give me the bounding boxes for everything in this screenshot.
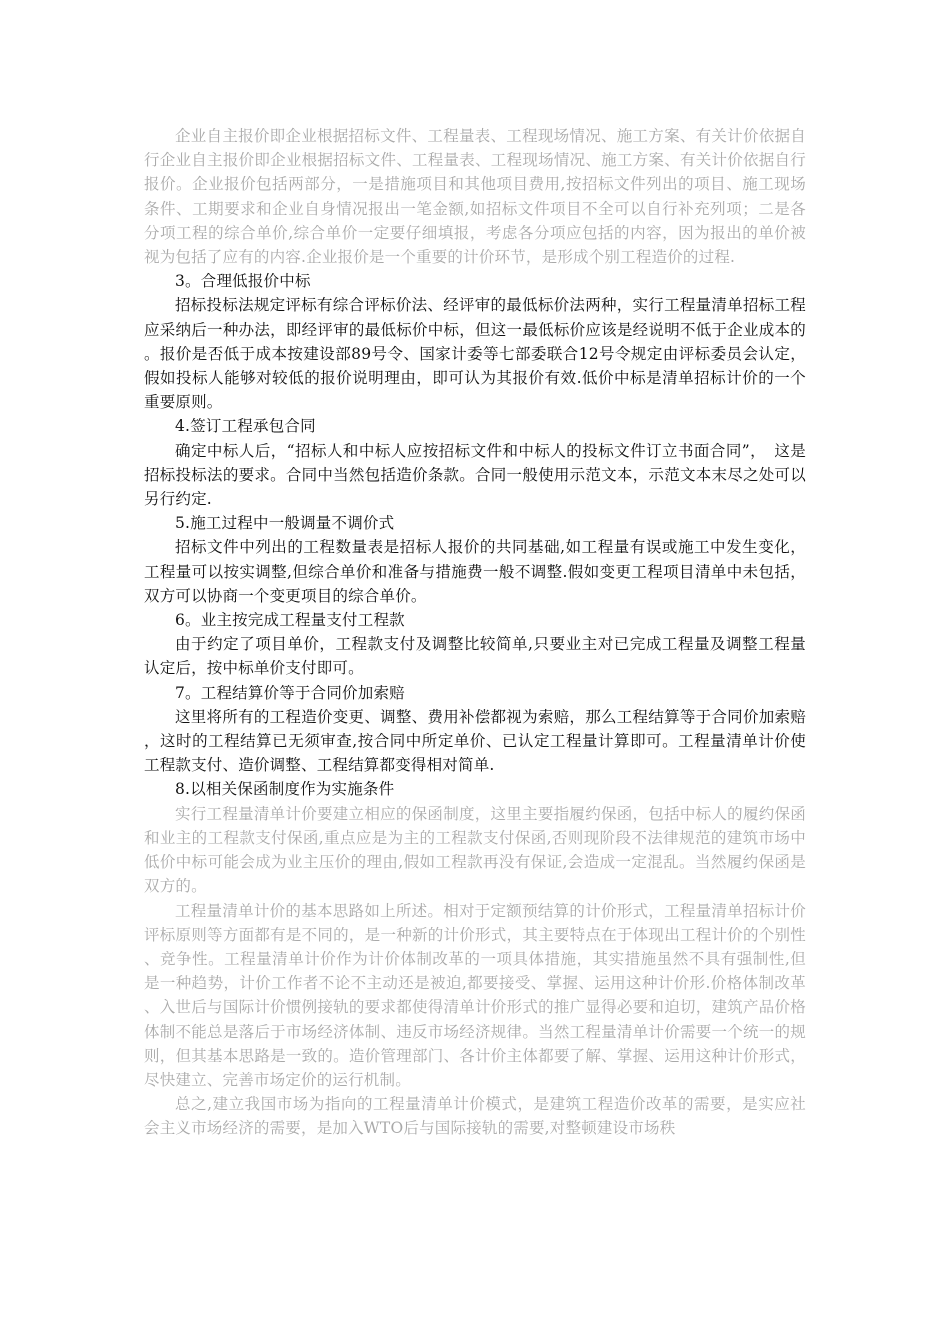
heading-sign-contract: 4.签订工程承包合同 xyxy=(175,417,316,436)
paragraph-adjust-quantity: 招标文件中列出的工程数量表是招标人报价的共同基础,如工程量有误或施工中发生变化，工程量可以按实调整,但综合单价和准备与措施费一般不调整.假如变更工程项目清单中未包括，双方可以协商一个变更项目的综合单价。 xyxy=(144,538,806,605)
paragraph-enterprise-quote: 企业自主报价即企业根据招标文件、工程量表、工程现场情况、施工方案、有关计价依据自行企业自主报价即企业根据招标文件、工程量表、工程现场情况、施工方案、有关计价依据自行报价。企业报价包括两部分，一是措施项目和其他项目费用,按招标文件列出的项目、施工现场条件、工期要求和企业自身情况报出一笔金额,如招标文件项目不全可以自行补充列项；二是各分项工程的综合单价,综合单价一定要仔细填报，考虑各分项应包括的内容，因为报出的单价被视为包括了应有的内容.企业报价是一个重要的计价环节，是形成个别工程造价的过程. xyxy=(144,127,806,267)
paragraph-basic-idea: 工程量清单计价的基本思路如上所述。相对于定额预结算的计价形式，工程量清单招标计价评标原则等方面都有是不同的，是一种新的计价形式，其主要特点在于体现出工程计价的个别性、竞争性。工程量清单计价作为计价体制改革的一项具体措施，其实措施虽然不具有强制性,但是一种趋势，计价工作者不论不主动还是被迫,都要接受、掌握、运用这种计价形.价格体制改革、入世后与国际计价惯例接轨的要求都使得清单计价形式的推广显得必要和迫切，建筑产品价格体制不能总是落后于市场经济体制、违反市场经济规律。当然工程量清单计价需要一个统一的规则，但其基本思路是一致的。造价管理部门、各计价主体都要了解、掌握、运用这种计价形式，尽快建立、完善市场定价的运行机制。 xyxy=(144,901,806,1089)
paragraph-payment: 由于约定了项目单价，工程款支付及调整比较简单,只要业主对已完成工程量及调整工程量认定后，按中标单价支付即可。 xyxy=(144,635,806,678)
heading-adjust-quantity: 5.施工过程中一般调量不调价式 xyxy=(175,514,395,533)
paragraph-low-bid: 招标投标法规定评标有综合评标价法、经评审的最低标价法两种，实行工程量清单招标工程应采纳后一种办法，即经评审的最低标价中标，但这一最低标价应该是经说明不低于企业成本的。报价是否低于成本按建设部89号令、国家计委等七部委联合12号令规定由评标委员会认定，假如投标人能够对较低的报价说明理由，即可认为其报价有效.低价中标是清单招标计价的一个重要原则。 xyxy=(144,296,806,412)
document-body xyxy=(144,124,806,1141)
heading-guarantee: 8.以相关保函制度作为实施条件 xyxy=(175,780,395,799)
paragraph-settlement: 这里将所有的工程造价变更、调整、费用补偿都视为索赔，那么工程结算等于合同价加索赔，这时的工程结算已无须审查,按合同中所定单价、已认定工程量计算即可。工程量清单计价使工程款支付、造价调整、工程结算都变得相对简单. xyxy=(144,707,806,775)
heading-low-bid: 3。合理低报价中标 xyxy=(175,272,311,291)
heading-settlement: 7。工程结算价等于合同价加索赔 xyxy=(175,683,405,702)
heading-payment: 6。业主按完成工程量支付工程款 xyxy=(175,611,405,630)
paragraph-sign-contract: 确定中标人后，“招标人和中标人应按招标文件和中标人的投标文件订立书面合同”， 这是招标投标法的要求。合同中当然包括造价条款。合同一般使用示范文本，示范文本末尽之处可以另行约定. xyxy=(144,441,806,509)
paragraph-guarantee: 实行工程量清单计价要建立相应的保函制度，这里主要指履约保函，包括中标人的履约保函和业主的工程款支付保函,重点应是为主的工程款支付保函,否则现阶段不法律规范的建筑市场中低价中标可能会成为业主压价的理由,假如工程款再没有保证,会造成一定混乱。当然履约保函是双方的。 xyxy=(144,804,806,896)
paragraph-conclusion: 总之,建立我国市场为指向的工程量清单计价模式，是建筑工程造价改革的需要，是实应社会主义市场经济的需要，是加入WTO后与国际接轨的需要,对整顿建设市场秩 xyxy=(144,1095,806,1138)
